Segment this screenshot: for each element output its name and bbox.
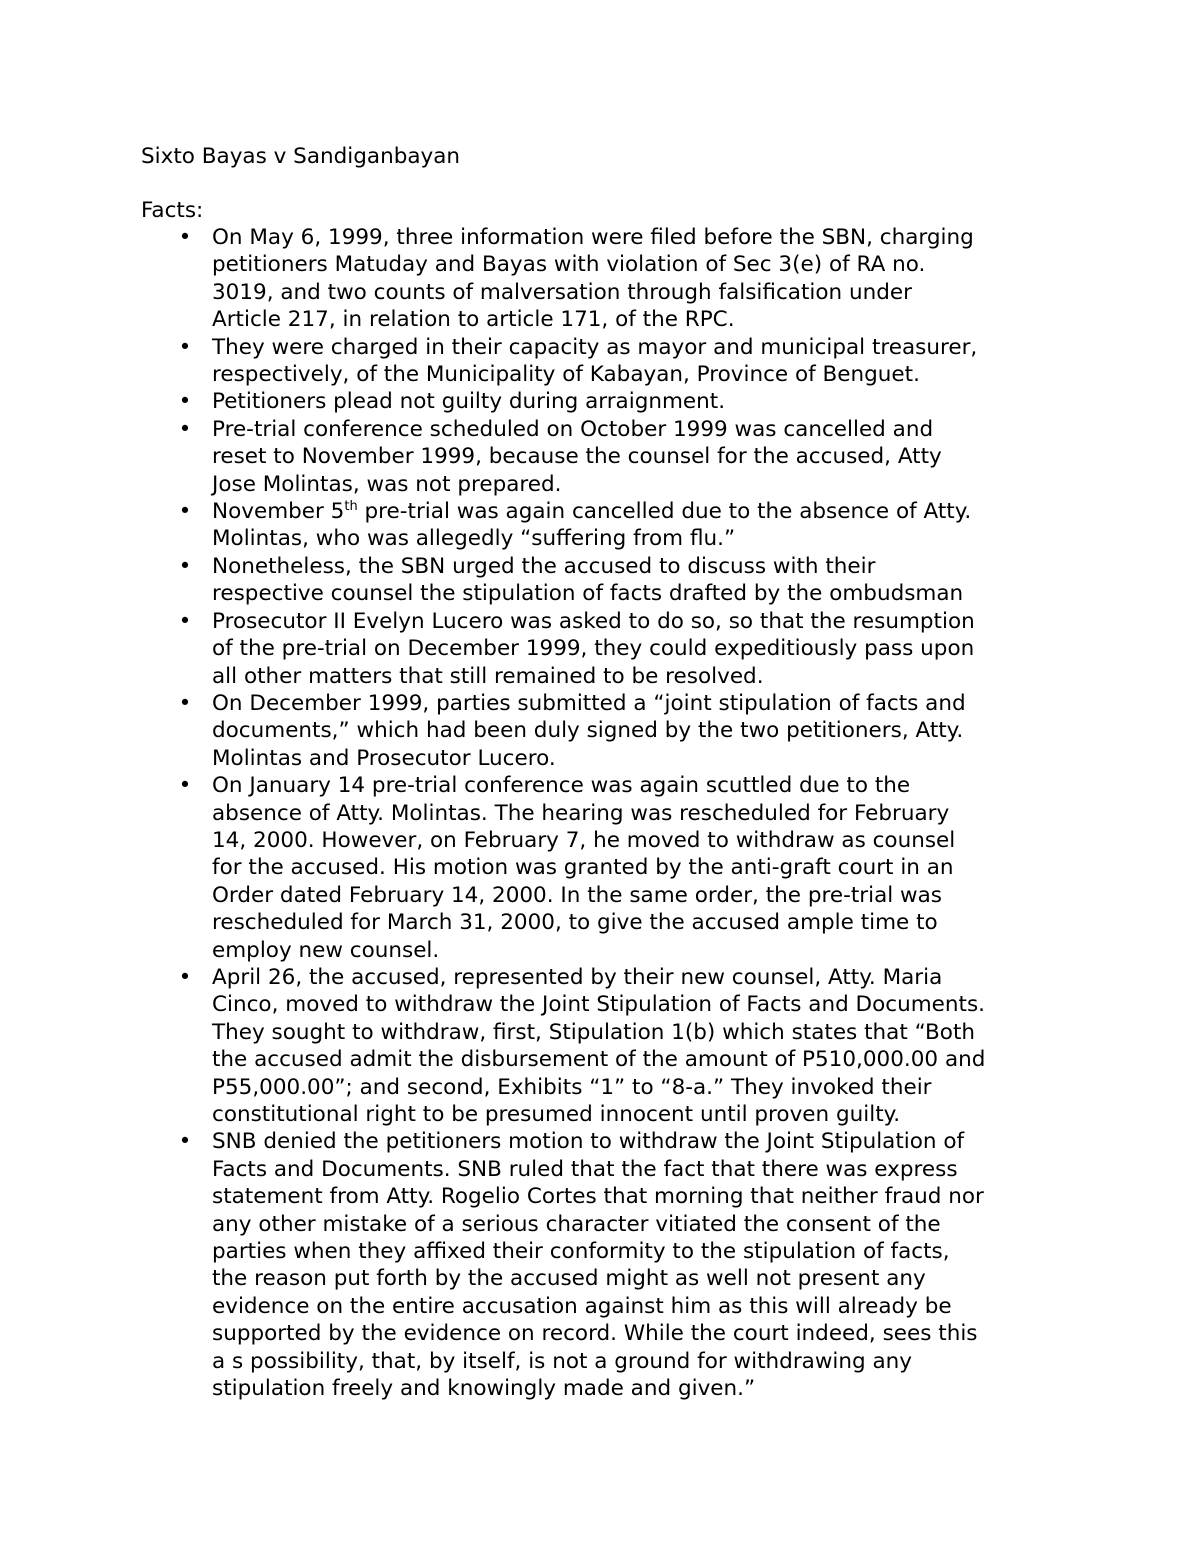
bullet-icon: • <box>178 964 192 990</box>
fact-line: respective counsel the stipulation of facts drafted by the ombudsman <box>212 581 964 607</box>
bullet-icon: • <box>178 553 192 579</box>
fact-item <box>178 416 1082 498</box>
fact-line: Facts and Documents. SNB ruled that the fact that there was express <box>212 1156 958 1182</box>
fact-line: They were charged in their capacity as mayor and municipal treasurer, <box>212 334 978 360</box>
fact-item <box>178 772 1082 964</box>
fact-line: reset to November 1999, because the counsel for the accused, Atty <box>212 444 942 470</box>
fact-line: They sought to withdraw, first, Stipulation 1(b) which states that “Both <box>212 1019 976 1045</box>
fact-line: respectively, of the Municipality of Kabayan, Province of Benguet. <box>212 362 920 388</box>
bullet-icon: • <box>178 608 192 634</box>
fact-line: Article 217, in relation to article 171, of the RPC. <box>212 307 735 333</box>
bullet-icon: • <box>178 225 192 250</box>
fact-line: April 26, the accused, represented by their new counsel, Atty. Maria <box>212 964 943 990</box>
fact-line: constitutional right to be presumed innocent until proven guilty. <box>212 1102 901 1127</box>
fact-line: a s possibility, that, by itself, is not a ground for withdrawing any <box>212 1348 913 1374</box>
fact-item <box>178 553 1082 608</box>
fact-line <box>212 498 1082 525</box>
bullet-icon: • <box>178 1129 192 1155</box>
fact-line: employ new counsel. <box>212 937 440 963</box>
fact-line: Petitioners plead not guilty during arraignment. <box>212 389 726 415</box>
fact-line: SNB denied the petitioners motion to withdraw the Joint Stipulation of <box>212 1129 965 1155</box>
fact-line: statement from Atty. Rogelio Cortes that morning that neither fraud nor <box>212 1184 984 1210</box>
fact-text: pre-trial was again cancelled due to the absence of Atty. <box>357 499 972 525</box>
fact-item <box>178 608 1082 690</box>
fact-line: Molintas, who was allegedly “suffering from flu.” <box>212 526 736 552</box>
fact-line: On May 6, 1999, three information were filed before the SBN, charging <box>212 225 974 250</box>
fact-item <box>178 1128 1082 1402</box>
fact-line: On January 14 pre-trial conference was again scuttled due to the <box>212 773 911 799</box>
bullet-icon: • <box>178 334 192 360</box>
fact-line: any other mistake of a serious character vitiated the consent of the <box>212 1211 941 1237</box>
fact-line: petitioners Matuday and Bayas with violation of Sec 3(e) of RA no. <box>212 252 926 278</box>
fact-item <box>178 334 1082 389</box>
fact-item <box>178 224 1082 334</box>
fact-line: for the accused. His motion was granted by the anti-graft court in an <box>212 855 954 881</box>
fact-line: all other matters that still remained to be resolved. <box>212 663 764 689</box>
fact-item <box>178 964 1082 1128</box>
bullet-icon: • <box>178 389 192 415</box>
fact-line: P55,000.00”; and second, Exhibits “1” to “8-a.” They invoked their <box>212 1074 932 1100</box>
fact-text: November 5 <box>212 499 345 525</box>
ordinal-superscript: th <box>344 499 358 515</box>
fact-line: parties when they affixed their conformity to the stipulation of facts, <box>212 1239 950 1265</box>
fact-item <box>178 690 1082 772</box>
fact-line: On December 1999, parties submitted a “joint stipulation of facts and <box>212 690 966 716</box>
fact-line: the accused admit the disbursement of the amount of P510,000.00 and <box>212 1047 986 1073</box>
bullet-icon: • <box>178 690 192 716</box>
fact-line: rescheduled for March 31, 2000, to give the accused ample time to <box>212 910 938 936</box>
fact-line: Molintas and Prosecutor Lucero. <box>212 745 556 771</box>
bullet-icon: • <box>178 773 192 799</box>
fact-line: of the pre-trial on December 1999, they could expeditiously pass upon <box>212 636 975 662</box>
facts-list <box>178 224 1082 1402</box>
fact-line: absence of Atty. Molintas. The hearing was rescheduled for February <box>212 800 950 826</box>
document-title: Sixto Bayas v Sandiganbayan <box>141 144 461 169</box>
fact-item <box>178 388 1082 415</box>
fact-item <box>178 498 1082 553</box>
facts-heading: Facts: <box>141 198 204 223</box>
fact-line: 3019, and two counts of malversation through falsification under <box>212 279 912 305</box>
fact-line: stipulation freely and knowingly made and given.” <box>212 1376 756 1402</box>
fact-line: supported by the evidence on record. While the court indeed, sees this <box>212 1321 978 1347</box>
bullet-icon: • <box>178 499 192 525</box>
fact-line: 14, 2000. However, on February 7, he moved to withdraw as counsel <box>212 827 956 853</box>
fact-line: Pre-trial conference scheduled on October 1999 was cancelled and <box>212 416 934 442</box>
fact-line: the reason put forth by the accused might as well not present any <box>212 1266 926 1292</box>
fact-line: Jose Molintas, was not prepared. <box>212 471 562 497</box>
fact-line: evidence on the entire accusation against him as this will already be <box>212 1293 952 1319</box>
bullet-icon: • <box>178 416 192 442</box>
fact-line: Order dated February 14, 2000. In the same order, the pre-trial was <box>212 882 943 908</box>
fact-line: Cinco, moved to withdraw the Joint Stipulation of Facts and Documents. <box>212 992 985 1018</box>
fact-line: documents,” which had been duly signed by the two petitioners, Atty. <box>212 718 964 744</box>
fact-line: Prosecutor II Evelyn Lucero was asked to do so, so that the resumption <box>212 608 975 634</box>
fact-line: Nonetheless, the SBN urged the accused to discuss with their <box>212 553 876 579</box>
